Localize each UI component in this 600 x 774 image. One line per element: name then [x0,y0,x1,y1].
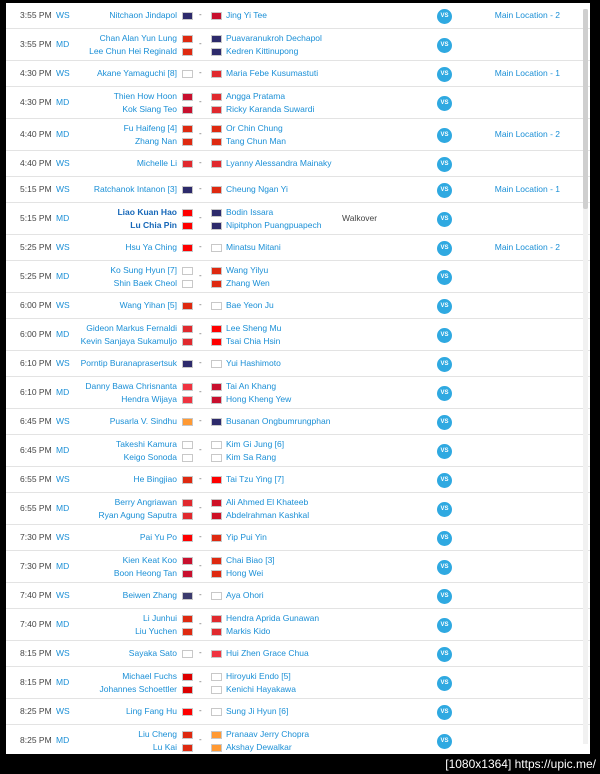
player-right-link[interactable]: Hong Kheng Yew [226,394,292,404]
player-right-link[interactable]: Hong Wei [226,568,264,578]
match-note: Walkover [342,213,378,223]
country-flag-icon [211,106,222,114]
match-time: 3:55 PM [20,10,52,20]
country-flag-icon [182,12,193,20]
vs-icon[interactable]: VS [437,618,452,633]
player-right-link[interactable]: Maria Febe Kusumastuti [226,68,319,78]
country-flag-icon [182,325,193,333]
player-right-link[interactable]: Kedren Kittinupong [226,46,299,56]
versus-dash: - [199,532,202,541]
player-left-link[interactable]: Ryan Agung Saputra [98,510,177,520]
match-time: 5:15 PM [20,184,52,194]
player-left-link[interactable]: Nitchaon Jindapol [109,10,177,20]
country-flag-icon [182,338,193,346]
country-flag-icon [211,570,222,578]
event-link[interactable]: MD [56,329,70,339]
versus-dash: - [199,735,202,744]
match-row[interactable] [6,377,590,409]
player-left-link[interactable]: Hendra Wijaya [121,394,177,404]
vs-icon[interactable]: VS [437,38,452,53]
vs-icon[interactable]: VS [437,328,452,343]
country-flag-icon [182,731,193,739]
player-right-link[interactable]: Yip Pui Yin [226,532,267,542]
match-row[interactable] [6,609,590,641]
court-location-link[interactable]: Main Location - 2 [494,10,560,20]
country-flag-icon [182,302,193,310]
match-time: 6:10 PM [20,358,52,368]
vs-icon[interactable]: VS [437,357,452,372]
country-flag-icon [211,325,222,333]
vs-icon[interactable]: VS [437,386,452,401]
country-flag-icon [211,534,222,542]
event-link[interactable]: MD [56,561,70,571]
country-flag-icon [211,280,222,288]
country-flag-icon [182,125,193,133]
player-left-link[interactable]: Thien How Hoon [113,91,177,101]
player-right-link[interactable]: Hendra Aprida Gunawan [226,613,320,623]
versus-dash: - [199,445,202,454]
match-row[interactable] [6,525,590,551]
player-right-link[interactable]: Sung Ji Hyun [6] [226,706,289,716]
country-flag-icon [211,476,222,484]
match-row[interactable] [6,667,590,699]
versus-dash: - [199,648,202,657]
event-link[interactable]: MD [56,97,70,107]
vs-icon[interactable]: VS [437,676,452,691]
event-link[interactable]: WS [56,300,70,310]
country-flag-icon [211,731,222,739]
match-time: 6:10 PM [20,387,52,397]
versus-dash: - [199,300,202,309]
country-flag-icon [211,499,222,507]
country-flag-icon [182,534,193,542]
match-row[interactable] [6,641,590,667]
vs-icon[interactable]: VS [437,705,452,720]
versus-dash: - [199,184,202,193]
event-link[interactable]: WS [56,358,70,368]
player-left-link[interactable]: Chan Alan Yun Lung [99,33,177,43]
match-row[interactable] [6,435,590,467]
country-flag-icon [182,615,193,623]
country-flag-icon [182,396,193,404]
match-time: 7:40 PM [20,619,52,629]
player-left-link[interactable]: Ko Sung Hyun [7] [110,265,177,275]
player-left-link[interactable]: Keigo Sonoda [123,452,177,462]
match-row[interactable] [6,699,590,725]
vs-icon[interactable]: VS [437,212,452,227]
event-link[interactable]: WS [56,474,70,484]
match-time: 4:30 PM [20,68,52,78]
versus-dash: - [199,271,202,280]
country-flag-icon [211,418,222,426]
player-left-link[interactable]: Zhang Nan [134,136,177,146]
match-time: 8:15 PM [20,648,52,658]
country-flag-icon [182,476,193,484]
player-left-link[interactable]: Akane Yamaguchi [8] [96,68,177,78]
player-right-link[interactable]: Minatsu Mitani [226,242,281,252]
vs-icon[interactable]: VS [437,502,452,517]
versus-dash: - [199,474,202,483]
versus-dash: - [199,97,202,106]
match-time: 6:45 PM [20,416,52,426]
country-flag-icon [182,512,193,520]
country-flag-icon [182,650,193,658]
country-flag-icon [211,138,222,146]
match-time: 5:15 PM [20,213,52,223]
player-left-link[interactable]: Liu Yuchen [135,626,177,636]
country-flag-icon [211,628,222,636]
player-left-link[interactable]: Kien Keat Koo [122,555,177,565]
country-flag-icon [211,302,222,310]
player-left-link[interactable]: Ratchanok Intanon [3] [93,184,177,194]
player-right-link[interactable]: Tang Chun Man [226,136,287,146]
match-time: 4:40 PM [20,158,52,168]
country-flag-icon [182,454,193,462]
country-flag-icon [182,499,193,507]
country-flag-icon [211,360,222,368]
country-flag-icon [182,686,193,694]
event-link[interactable]: MD [56,735,70,745]
country-flag-icon [182,106,193,114]
country-flag-icon [211,592,222,600]
event-link[interactable]: WS [56,184,70,194]
country-flag-icon [182,138,193,146]
event-link[interactable]: WS [56,10,70,20]
versus-dash: - [199,590,202,599]
vs-icon[interactable]: VS [437,241,452,256]
match-time: 7:30 PM [20,532,52,542]
match-time: 3:55 PM [20,39,52,49]
country-flag-icon [182,160,193,168]
player-left-link[interactable]: Porntip Buranaprasertsuk [80,358,177,368]
versus-dash: - [199,10,202,19]
player-left-link[interactable]: Gideon Markus Fernaldi [86,323,177,333]
versus-dash: - [199,68,202,77]
player-left-link[interactable]: Fu Haifeng [4] [123,123,177,133]
versus-dash: - [199,387,202,396]
match-time: 6:45 PM [20,445,52,455]
scrollbar-thumb[interactable] [583,9,588,209]
player-left-link[interactable]: Kevin Sanjaya Sukamuljo [80,336,177,346]
player-right-link[interactable]: Tai An Khang [226,381,277,391]
country-flag-icon [182,570,193,578]
player-left-link[interactable]: Li Junhui [142,613,177,623]
country-flag-icon [182,360,193,368]
event-link[interactable]: MD [56,213,70,223]
player-left-link[interactable]: Liu Cheng [138,729,177,739]
player-left-link[interactable]: Sayaka Sato [128,648,177,658]
country-flag-icon [182,48,193,56]
country-flag-icon [211,454,222,462]
match-row[interactable] [6,261,590,293]
country-flag-icon [182,280,193,288]
player-right-link[interactable]: Bodin Issara [226,207,274,217]
match-time: 5:25 PM [20,242,52,252]
event-link[interactable]: MD [56,129,70,139]
player-left-link[interactable]: Ling Fang Hu [125,706,177,716]
watermark: [1080x1364] https://upic.me/ [445,757,596,771]
player-right-link[interactable]: Nipitphon Puangpuapech [226,220,322,230]
match-list [6,3,590,754]
event-link[interactable]: WS [56,706,70,716]
country-flag-icon [211,650,222,658]
court-location-link[interactable]: Main Location - 2 [494,129,560,139]
event-link[interactable]: MD [56,503,70,513]
event-link[interactable]: WS [56,416,70,426]
match-row[interactable] [6,177,590,203]
player-left-link[interactable]: Hsu Ya Ching [125,242,177,252]
player-left-link[interactable]: Lu Kai [152,742,177,752]
player-right-link[interactable]: Lyanny Alessandra Mainaky [226,158,332,168]
match-time: 8:15 PM [20,677,52,687]
vs-icon[interactable]: VS [437,128,452,143]
match-row[interactable] [6,409,590,435]
country-flag-icon [211,209,222,217]
event-link[interactable]: MD [56,445,70,455]
country-flag-icon [211,125,222,133]
player-right-link[interactable]: Kim Gi Jung [6] [226,439,285,449]
player-right-link[interactable]: Wang Yilyu [226,265,269,275]
player-left-link[interactable]: Lee Chun Hei Reginald [89,46,177,56]
schedule-panel [6,3,590,754]
player-left-link[interactable]: Pusarla V. Sindhu [109,416,177,426]
country-flag-icon [211,686,222,694]
country-flag-icon [182,557,193,565]
country-flag-icon [211,441,222,449]
country-flag-icon [211,615,222,623]
country-flag-icon [211,244,222,252]
match-row[interactable] [6,493,590,525]
player-left-link[interactable]: Takeshi Kamura [116,439,177,449]
vs-icon[interactable]: VS [437,647,452,662]
country-flag-icon [182,186,193,194]
match-row[interactable] [6,319,590,351]
match-row[interactable] [6,351,590,377]
country-flag-icon [182,628,193,636]
player-right-link[interactable]: Hiroyuki Endo [5] [226,671,291,681]
court-location-link[interactable]: Main Location - 1 [494,184,560,194]
versus-dash: - [199,213,202,222]
event-link[interactable]: WS [56,68,70,78]
versus-dash: - [199,677,202,686]
player-right-link[interactable]: Puavaranukroh Dechapol [226,33,322,43]
country-flag-icon [211,35,222,43]
country-flag-icon [211,267,222,275]
vs-icon[interactable]: VS [437,299,452,314]
event-link[interactable]: WS [56,590,70,600]
player-right-link[interactable]: Zhang Wen [226,278,270,288]
match-row[interactable] [6,29,590,61]
country-flag-icon [211,93,222,101]
country-flag-icon [211,186,222,194]
vs-icon[interactable]: VS [437,415,452,430]
player-left-link[interactable]: Shin Baek Cheol [113,278,177,288]
player-right-link[interactable]: Chai Biao [3] [226,555,275,565]
player-right-link[interactable]: Cheung Ngan Yi [226,184,288,194]
versus-dash: - [199,329,202,338]
match-time: 5:25 PM [20,271,52,281]
player-right-link[interactable]: Akshay Dewalkar [226,742,292,752]
player-left-link[interactable]: Wang Yihan [5] [119,300,177,310]
vs-icon[interactable]: VS [437,270,452,285]
country-flag-icon [211,338,222,346]
country-flag-icon [211,557,222,565]
player-right-link[interactable]: Abdelrahman Kashkal [226,510,310,520]
event-link[interactable]: WS [56,158,70,168]
match-row[interactable] [6,3,590,29]
player-right-link[interactable]: Ricky Karanda Suwardi [226,104,315,114]
match-time: 6:00 PM [20,300,52,310]
match-time: 4:30 PM [20,97,52,107]
versus-dash: - [199,503,202,512]
player-right-link[interactable]: Or Chin Chung [226,123,283,133]
player-left-link[interactable]: Pai Yu Po [139,532,177,542]
match-row[interactable] [6,87,590,119]
player-left-link[interactable]: Boon Heong Tan [113,568,177,578]
country-flag-icon [211,708,222,716]
player-right-link[interactable]: Bae Yeon Ju [226,300,274,310]
vs-icon[interactable]: VS [437,473,452,488]
event-link[interactable]: MD [56,271,70,281]
match-time: 7:40 PM [20,590,52,600]
player-right-link[interactable]: Pranaav Jerry Chopra [226,729,310,739]
court-location-link[interactable]: Main Location - 2 [494,242,560,252]
event-link[interactable]: WS [56,532,70,542]
country-flag-icon [182,222,193,230]
match-row[interactable] [6,119,590,151]
vs-icon[interactable]: VS [437,9,452,24]
country-flag-icon [182,744,193,752]
player-left-link[interactable]: Liao Kuan Hao [117,207,177,217]
match-row[interactable] [6,203,590,235]
versus-dash: - [199,129,202,138]
country-flag-icon [182,441,193,449]
player-left-link[interactable]: Beiwen Zhang [122,590,177,600]
versus-dash: - [199,619,202,628]
country-flag-icon [182,35,193,43]
vs-icon[interactable]: VS [437,444,452,459]
match-time: 4:40 PM [20,129,52,139]
match-time: 8:25 PM [20,706,52,716]
event-link[interactable]: WS [56,242,70,252]
player-right-link[interactable]: Ali Ahmed El Khateeb [226,497,309,507]
country-flag-icon [182,383,193,391]
versus-dash: - [199,416,202,425]
player-left-link[interactable]: Michelle Li [136,158,177,168]
player-right-link[interactable]: Lee Sheng Mu [226,323,282,333]
player-right-link[interactable]: Angga Pratama [226,91,286,101]
match-time: 7:30 PM [20,561,52,571]
player-left-link[interactable]: He Bingjiao [133,474,177,484]
country-flag-icon [182,673,193,681]
country-flag-icon [211,744,222,752]
country-flag-icon [182,708,193,716]
vs-icon[interactable]: VS [437,67,452,82]
vs-icon[interactable]: VS [437,734,452,749]
vs-icon[interactable]: VS [437,183,452,198]
vs-icon[interactable]: VS [437,531,452,546]
event-link[interactable]: WS [56,648,70,658]
country-flag-icon [182,209,193,217]
event-link[interactable]: MD [56,39,70,49]
event-link[interactable]: MD [56,677,70,687]
player-left-link[interactable]: Michael Fuchs [122,671,177,681]
match-row[interactable] [6,467,590,493]
country-flag-icon [211,160,222,168]
country-flag-icon [211,48,222,56]
country-flag-icon [182,70,193,78]
country-flag-icon [182,592,193,600]
country-flag-icon [211,673,222,681]
player-right-link[interactable]: Markis Kido [226,626,271,636]
versus-dash: - [199,358,202,367]
versus-dash: - [199,39,202,48]
player-right-link[interactable]: Jing Yi Tee [226,10,267,20]
player-right-link[interactable]: Kenichi Hayakawa [226,684,296,694]
player-right-link[interactable]: Busanan Ongbumrungphan [226,416,331,426]
country-flag-icon [211,383,222,391]
match-row[interactable] [6,293,590,319]
player-left-link[interactable]: Berry Angriawan [114,497,177,507]
country-flag-icon [211,12,222,20]
match-row[interactable] [6,551,590,583]
vs-icon[interactable]: VS [437,589,452,604]
country-flag-icon [182,418,193,426]
match-time: 8:25 PM [20,735,52,745]
versus-dash: - [199,242,202,251]
player-left-link[interactable]: Danny Bawa Chrisnanta [85,381,177,391]
player-left-link[interactable]: Kok Siang Teo [122,104,177,114]
country-flag-icon [211,396,222,404]
versus-dash: - [199,158,202,167]
player-left-link[interactable]: Lu Chia Pin [130,220,177,230]
country-flag-icon [211,70,222,78]
country-flag-icon [182,244,193,252]
player-right-link[interactable]: Hui Zhen Grace Chua [226,648,309,658]
vs-icon[interactable]: VS [437,157,452,172]
versus-dash: - [199,561,202,570]
player-left-link[interactable]: Johannes Schoettler [99,684,177,694]
match-time: 6:55 PM [20,503,52,513]
country-flag-icon [211,222,222,230]
player-right-link[interactable]: Yui Hashimoto [226,358,281,368]
event-link[interactable]: MD [56,619,70,629]
vs-icon[interactable]: VS [437,96,452,111]
match-row[interactable] [6,725,590,754]
match-row[interactable] [6,235,590,261]
event-link[interactable]: MD [56,387,70,397]
player-right-link[interactable]: Tai Tzu Ying [7] [226,474,284,484]
scrollbar[interactable] [583,9,588,744]
match-row[interactable] [6,583,590,609]
versus-dash: - [199,706,202,715]
match-row[interactable] [6,61,590,87]
court-location-link[interactable]: Main Location - 1 [494,68,560,78]
country-flag-icon [211,512,222,520]
match-time: 6:00 PM [20,329,52,339]
player-right-link[interactable]: Tsai Chia Hsin [226,336,281,346]
vs-icon[interactable]: VS [437,560,452,575]
player-right-link[interactable]: Aya Ohori [226,590,264,600]
country-flag-icon [182,267,193,275]
match-time: 6:55 PM [20,474,52,484]
match-row[interactable] [6,151,590,177]
player-right-link[interactable]: Kim Sa Rang [226,452,277,462]
country-flag-icon [182,93,193,101]
